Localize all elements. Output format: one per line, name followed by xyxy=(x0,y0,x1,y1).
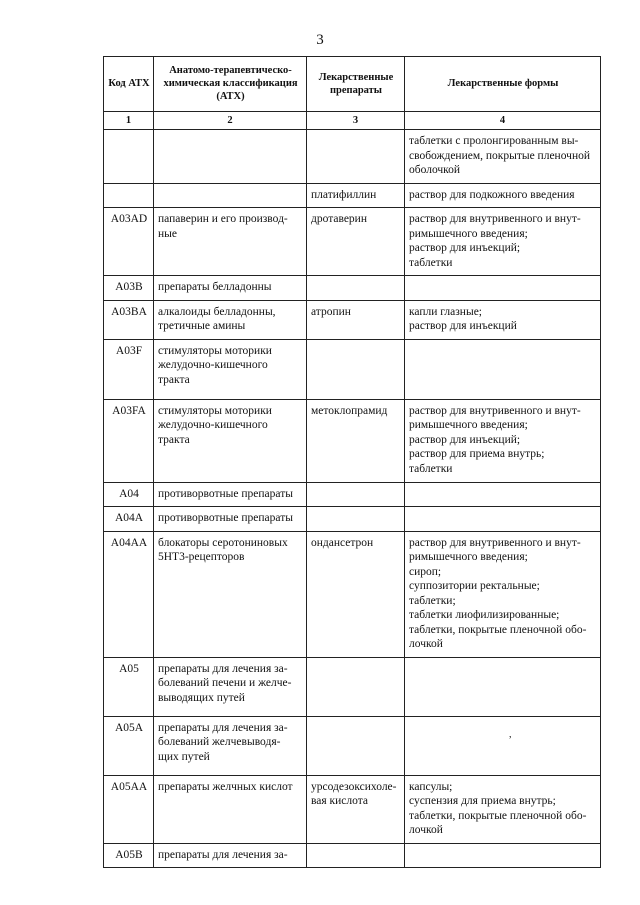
classification-cell xyxy=(154,300,307,339)
table-row xyxy=(104,482,601,507)
classification-cell xyxy=(154,843,307,868)
dosage-forms-line: капли глазные; xyxy=(409,305,482,318)
dosage-forms-cell xyxy=(405,276,601,301)
atc-table xyxy=(103,56,601,868)
dosage-forms-line: раствор для подкожного введения xyxy=(409,188,575,201)
atc-code-cell: A03B xyxy=(104,276,154,301)
classification-line: стимуляторы моторики xyxy=(158,404,272,417)
dosage-forms-cell xyxy=(405,482,601,507)
classification-cell xyxy=(154,657,307,716)
classification-cell xyxy=(154,716,307,775)
classification-cell xyxy=(154,507,307,532)
atc-code-cell: A05A xyxy=(104,716,154,775)
classification-line: третичные амины xyxy=(158,320,246,332)
drug-cell xyxy=(307,183,405,208)
column-number-row xyxy=(104,112,601,130)
drug-line: дротаверин xyxy=(311,213,367,225)
column-number: 3 xyxy=(307,112,405,130)
classification-line: 5НТ3-рецепторов xyxy=(158,551,245,563)
header-drugs: Лекарственные препараты xyxy=(307,57,405,112)
atc-code-cell: A03BA xyxy=(104,300,154,339)
classification-line: ные xyxy=(158,227,177,240)
atc-code-cell: A05AA xyxy=(104,775,154,843)
dosage-forms-line: римышечного введения; xyxy=(409,419,528,431)
dosage-forms-line: раствор для внутривенного и внут- xyxy=(409,404,581,417)
dosage-forms-line: суспензия для приема внутрь; xyxy=(409,795,556,807)
table-body xyxy=(104,130,601,868)
classification-cell xyxy=(154,399,307,482)
classification-line: препараты для лечения за- xyxy=(158,721,288,734)
dosage-forms-line: раствор для инъекций xyxy=(409,320,517,332)
table-row xyxy=(104,716,601,775)
dosage-forms-line: оболочкой xyxy=(409,164,461,176)
drug-cell xyxy=(307,482,405,507)
dosage-forms-cell xyxy=(405,716,601,775)
drug-cell xyxy=(307,399,405,482)
dosage-forms-cell xyxy=(405,183,601,208)
classification-cell xyxy=(154,482,307,507)
classification-line: препараты желчных кислот xyxy=(158,780,293,793)
classification-line: препараты для лечения за- xyxy=(158,662,288,675)
classification-line: щих путей xyxy=(158,750,210,763)
atc-code-cell xyxy=(104,183,154,208)
table-row xyxy=(104,657,601,716)
table-row xyxy=(104,507,601,532)
dosage-forms-cell xyxy=(405,399,601,482)
drug-cell xyxy=(307,300,405,339)
classification-line: алкалоиды белладонны, xyxy=(158,305,276,318)
dosage-forms-line: таблетки лиофилизированные; xyxy=(409,609,560,621)
header-classification: Анатомо-терапевтическо-химическая классификация (АТХ) xyxy=(154,57,307,112)
atc-code-cell xyxy=(104,130,154,184)
dosage-forms-line: свобождением, покрытые пленочной xyxy=(409,149,591,162)
drug-cell xyxy=(307,130,405,184)
drug-line: вая кислота xyxy=(311,795,369,807)
dosage-forms-line: таблетки xyxy=(409,256,453,269)
drug-line: атропин xyxy=(311,305,351,318)
table-row xyxy=(104,339,601,399)
drug-line: ондансетрон xyxy=(311,536,374,549)
header-code: Код АТХ xyxy=(104,57,154,112)
dosage-forms-line: суппозитории ректальные; xyxy=(409,580,540,592)
dosage-forms-line: таблетки, покрытые пленочной обо- xyxy=(409,809,587,822)
dosage-forms-line: лочкой xyxy=(409,824,443,836)
dosage-forms-cell xyxy=(405,130,601,184)
dosage-forms-cell xyxy=(405,775,601,843)
drug-line: урсодезоксихоле- xyxy=(311,780,397,793)
table-row xyxy=(104,208,601,276)
classification-cell xyxy=(154,775,307,843)
drug-line: метоклопрамид xyxy=(311,404,388,417)
classification-line: стимуляторы моторики xyxy=(158,344,272,357)
atc-code-cell: A04A xyxy=(104,507,154,532)
classification-line: болеваний желчевыводя- xyxy=(158,736,281,748)
classification-line: противорвотные препараты xyxy=(158,487,293,500)
column-number: 4 xyxy=(405,112,601,130)
drug-cell xyxy=(307,531,405,657)
dosage-forms-line: раствор для внутривенного и внут- xyxy=(409,536,581,549)
classification-cell xyxy=(154,130,307,184)
drug-cell xyxy=(307,339,405,399)
table-row xyxy=(104,399,601,482)
atc-code-cell: A03AD xyxy=(104,208,154,276)
dosage-forms-line: сироп; xyxy=(409,565,442,578)
drug-cell xyxy=(307,775,405,843)
classification-line: препараты белладонны xyxy=(158,281,272,293)
classification-line: болеваний печени и желче- xyxy=(158,677,292,689)
dosage-forms-line: раствор для инъекций; xyxy=(409,242,521,254)
classification-line: блокаторы серотониновых xyxy=(158,536,288,549)
drug-line: платифиллин xyxy=(311,188,377,201)
classification-line: желудочно-кишечного xyxy=(158,419,268,431)
drug-cell xyxy=(307,507,405,532)
dosage-forms-line: римышечного введения; xyxy=(409,551,528,563)
page-number: 3 xyxy=(316,32,324,48)
dosage-forms-line: лочкой xyxy=(409,638,443,650)
dosage-forms-cell xyxy=(405,531,601,657)
atc-code-cell: A03F xyxy=(104,339,154,399)
dosage-forms-line: таблетки с пролонгированным вы- xyxy=(409,135,579,147)
stray-mark: , xyxy=(509,729,512,740)
classification-cell xyxy=(154,531,307,657)
dosage-forms-cell xyxy=(405,300,601,339)
classification-line: противорвотные препараты xyxy=(158,512,293,524)
column-number: 2 xyxy=(154,112,307,130)
classification-line: папаверин и его производ- xyxy=(158,213,288,225)
drug-cell xyxy=(307,843,405,868)
table-row xyxy=(104,843,601,868)
column-number: 1 xyxy=(104,112,154,130)
classification-line: тракта xyxy=(158,433,190,446)
classification-cell xyxy=(154,276,307,301)
classification-cell xyxy=(154,208,307,276)
drug-cell xyxy=(307,276,405,301)
header-row xyxy=(104,57,601,112)
classification-cell xyxy=(154,339,307,399)
classification-cell xyxy=(154,183,307,208)
drug-cell xyxy=(307,657,405,716)
dosage-forms-line: раствор для приема внутрь; xyxy=(409,448,545,460)
dosage-forms-cell xyxy=(405,339,601,399)
atc-code-cell: A03FA xyxy=(104,399,154,482)
classification-line: желудочно-кишечного xyxy=(158,359,268,371)
classification-line: выводящих путей xyxy=(158,691,245,704)
atc-code-cell: A05 xyxy=(104,657,154,716)
header-forms: Лекарственные формы xyxy=(405,57,601,112)
table-row xyxy=(104,276,601,301)
atc-code-cell: A04 xyxy=(104,482,154,507)
classification-line: тракта xyxy=(158,373,190,386)
atc-code-cell: A05B xyxy=(104,843,154,868)
table-row xyxy=(104,130,601,184)
table-row xyxy=(104,531,601,657)
atc-code-cell: A04AA xyxy=(104,531,154,657)
dosage-forms-cell xyxy=(405,507,601,532)
dosage-forms-line: раствор для инъекций; xyxy=(409,433,521,446)
dosage-forms-line: капсулы; xyxy=(409,780,453,793)
drug-cell xyxy=(307,716,405,775)
classification-line: препараты для лечения за- xyxy=(158,848,288,861)
dosage-forms-line: таблетки; xyxy=(409,594,456,607)
table-row xyxy=(104,183,601,208)
table-row xyxy=(104,775,601,843)
dosage-forms-line: таблетки xyxy=(409,462,453,475)
dosage-forms-line: раствор для внутривенного и внут- xyxy=(409,213,581,225)
dosage-forms-line: римышечного введения; xyxy=(409,227,528,240)
dosage-forms-cell xyxy=(405,843,601,868)
dosage-forms-line: таблетки, покрытые пленочной обо- xyxy=(409,623,587,636)
dosage-forms-cell xyxy=(405,657,601,716)
table-row xyxy=(104,300,601,339)
dosage-forms-cell xyxy=(405,208,601,276)
drug-cell xyxy=(307,208,405,276)
